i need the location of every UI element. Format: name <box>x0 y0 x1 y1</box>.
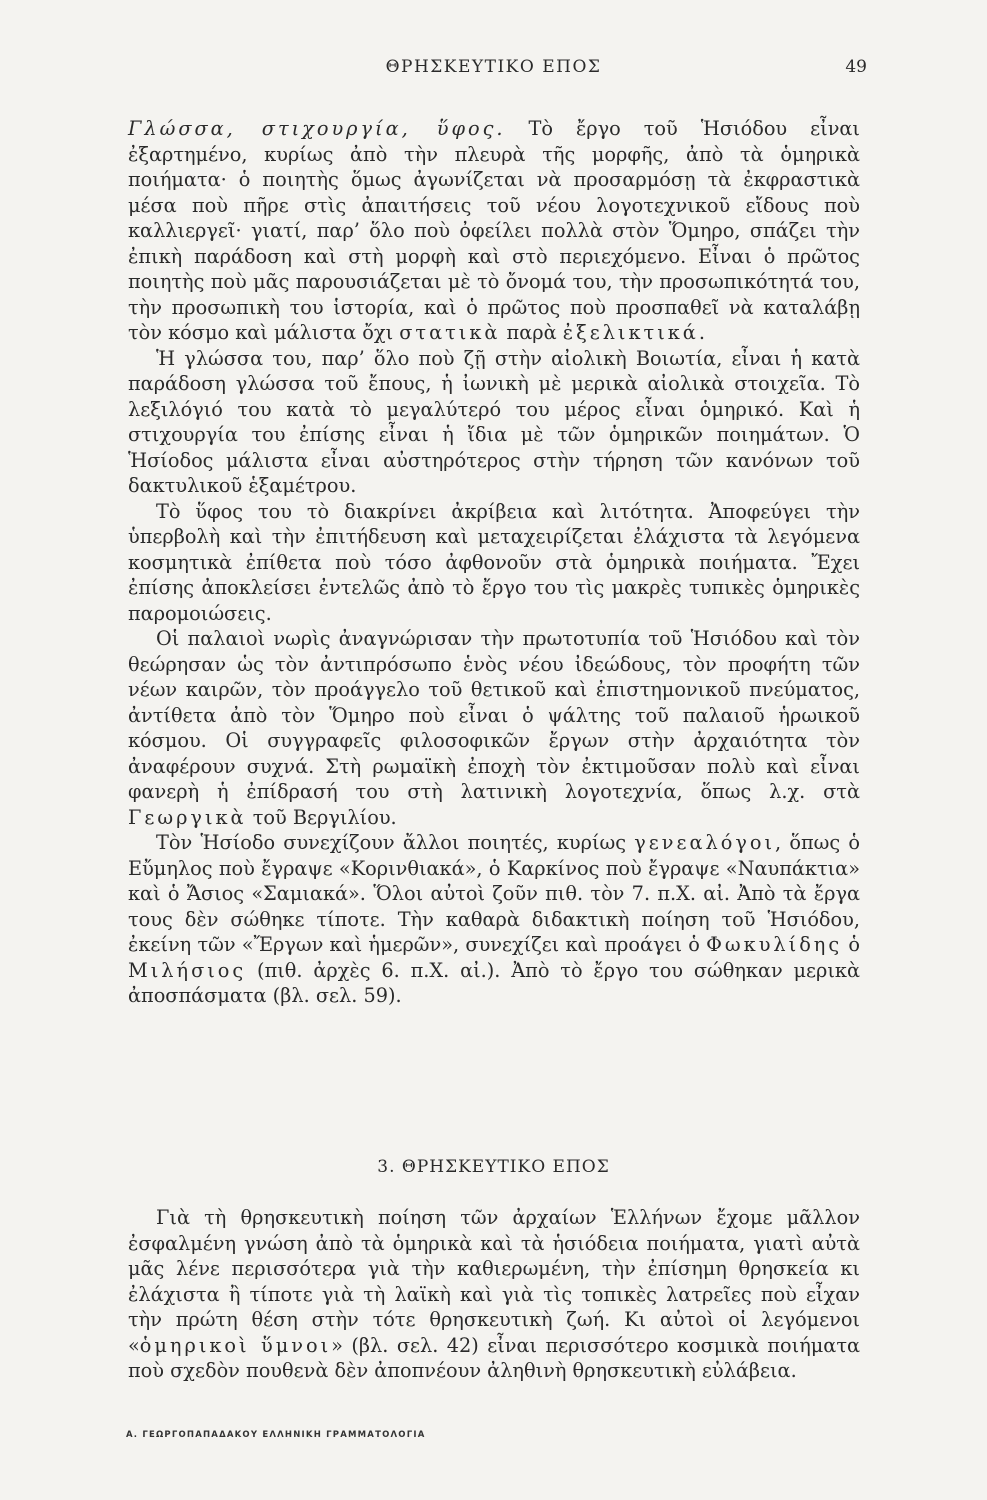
spaced-word: Γεωργικὰ <box>128 805 247 829</box>
running-head: ΘΡΗΣΚΕΥΤΙΚΟ ΕΠΟΣ <box>385 57 602 77</box>
paragraph-text: . <box>698 321 705 344</box>
paragraph-style: Τὸ ὕφος του τὸ διακρίνει ἀκρίβεια καὶ λιτότητα. Ἀποφεύγει τὴν ὑπερβολὴ καὶ τὴν ἐπιτήδευση καὶ μεταχειρίζεται ἐλάχιστα τὰ λεγόμενα κοσμητικὰ ἐπίθετα ποὺ τόσο ἀφθονοῦν στὰ ὁμηρικὰ ποιήματα. Ἔχει ἐπίσης ἀποκλείσει ἐντελῶς ἀπὸ τὸ ἔργο του τὶς μακρὲς τυπικὲς ὁμηρικὲς παρομοιώσεις. <box>128 499 860 625</box>
footer-imprint: Α. ΓΕΩΡΓΟΠΑΠΑΔΑΚΟΥ ΕΛΛΗΝΙΚΗ ΓΡΑΜΜΑΤΟΛΟΓΙΑ <box>126 1430 426 1440</box>
paragraph-text: τοῦ Βεργιλίου. <box>246 805 397 829</box>
paragraph-successors <box>128 830 860 1009</box>
paragraph-text: Οἱ παλαιοὶ νωρὶς ἀναγνώρισαν τὴν πρωτοτυπία τοῦ Ἡσιόδου καὶ τὸν θεώρησαν ὡς τὸν ἀντιπρόσωπο ἑνὸς νέου ἰδεώδους, τὸν προφήτη τῶν νέων καιρῶν, τὸν προάγγελο τοῦ θετικοῦ καὶ ἐπιστημονικοῦ πνεύματος, ἀντίθετα ἀπὸ τὸν Ὅμηρο ποὺ εἶναι ὁ ψάλτης τοῦ παλαιοῦ ἡρωικοῦ κόσμου. Οἱ συγγραφεῖς φιλοσοφικῶν ἔργων στὴν ἀρχαιότητα τὸν ἀναφέρουν συχνά. Στὴ ρωμαϊκὴ ἐποχὴ τὸν ἐκτιμοῦσαν πολὺ καὶ εἶναι φανερὴ ἡ ἐπίδρασή του στὴ λατινικὴ λογοτεχνία, ὅπως λ.χ. στὰ <box>128 627 860 803</box>
page-number: 49 <box>845 57 867 77</box>
paragraph-language: Ἡ γλώσσα του, παρ’ ὅλο ποὺ ζῇ στὴν αἰολικὴ Βοιωτία, εἶναι ἡ κατὰ παράδοση γλώσσα τοῦ ἔπους, ἡ ἰωνικὴ μὲ μερικὰ αἰολικὰ στοιχεῖα. Τὸ λεξιλόγιό του κατὰ τὸ μεγαλύτερό του μέρος εἶναι ὁμηρικό. Καὶ ἡ στιχουργία του ἐπίσης εἶναι ἡ ἴδια μὲ τῶν ὁμηρικῶν ποιημάτων. Ὁ Ἡσίοδος μάλιστα εἶναι αὐστηρότερος στὴν τήρηση τῶν κανόνων τοῦ δακτυλικοῦ ἑξαμέτρου. <box>128 346 860 497</box>
paragraph-reception <box>128 626 860 830</box>
spaced-word: ἐξελικτικά <box>562 321 699 344</box>
section-text <box>128 1205 860 1384</box>
spaced-word: στατικὰ <box>399 321 501 344</box>
paragraph-language-style <box>128 116 860 346</box>
paragraph-text: Τὸν Ἡσίοδο συνεχίζουν ἄλλοι ποιητές, κυρίως <box>156 831 635 854</box>
paragraph-text: (πιθ. ἀρχὲς 6. π.Χ. αἰ.). Ἀπὸ τὸ ἔργο του σώθηκαν μερικὰ ἀποσπάσματα (βλ. σελ. 59). <box>128 958 860 1007</box>
paragraph-text: παρὰ <box>500 321 563 344</box>
paragraph-text: » (βλ. σελ. 42) εἶναι περισσότερο κοσμικὰ ποιήματα ποὺ σχεδὸν πουθενὰ δὲν ἀποπνέουν ἀληθινὴ θρησκευτικὴ εὐλάβεια. <box>128 1333 861 1382</box>
section-heading: 3. ΘΡΗΣΚΕΥΤΙΚΟ ΕΠΟΣ <box>377 1157 610 1177</box>
paragraph-lead-heading: Γλώσσα, στιχουργία, ὕφος. <box>128 117 506 140</box>
spaced-word: Μιλήσιος <box>128 958 247 982</box>
body-text <box>128 116 860 1009</box>
paragraph-religious-poetry <box>128 1205 860 1384</box>
spaced-word: Φωκυλίδης <box>706 933 843 956</box>
paragraph-text: ὁ <box>842 933 860 956</box>
paragraph-text: Γιὰ τὴ θρησκευτικὴ ποίηση τῶν ἀρχαίων Ἑλλήνων ἔχομε μᾶλλον ἐσφαλμένη γνώση ἀπὸ τὰ ὁμηρικὰ καὶ τὰ ἡσιόδεια ποιήματα, γιατὶ αὐτὰ μᾶς λένε περισσότερα γιὰ τὴν καθιερωμένη, τὴν ἐπίσημη θρησκεία κι ἐλάχιστα ἢ τίποτε γιὰ τὴ λαϊκὴ καὶ γιὰ τὶς τοπικὲς λατρεῖες ποὺ εἶχαν τὴν πρώτη θέση στὴν τότε θρησκευτικὴ ζωή. Κι αὐτοὶ οἱ λεγόμενοι « <box>128 1206 860 1357</box>
spaced-word: γενεαλόγοι <box>634 831 776 854</box>
paragraph-text: Τὸ ἔργο τοῦ Ἡσιόδου εἶναι ἐξαρτημένο, κυρίως ἀπὸ τὴν πλευρὰ τῆς μορφῆς, ἀπὸ τὰ ὁμηρικὰ ποιήματα· ὁ ποιητὴς ὅμως ἀγωνίζεται νὰ προσαρμόσῃ τὰ ἐκφραστικὰ μέσα ποὺ πῆρε στὶς ἀπαιτήσεις τοῦ νέου λογοτεχνικοῦ εἴδους ποὺ καλλιεργεῖ· γιατί, παρ’ ὅλο ποὺ ὀφείλει πολλὰ στὸν Ὅμηρο, σπάζει τὴν ἐπικὴ παράδοση καὶ στὴ μορφὴ καὶ στὸ περιεχόμενο. Εἶναι ὁ πρῶτος ποιητὴς ποὺ μᾶς παρουσιάζεται μὲ τὸ ὄνομά του, τὴν προσωπικότητά του, τὴν προσωπικὴ του ἱστορία, καὶ ὁ πρῶτος ποὺ προσπαθεῖ νὰ καταλάβῃ τὸν κόσμο καὶ μάλιστα ὄχι <box>128 117 860 344</box>
paragraph-text: , ὅπως ὁ Εὔμηλος ποὺ ἔγραψε «Κορινθιακά», ὁ Καρκίνος ποὺ ἔγραψε «Ναυπάκτια» καὶ ὁ Ἄσιος «Σαμιακά». Ὅλοι αὐτοὶ ζοῦν πιθ. τὸν 7. π.Χ. αἰ. Ἀπὸ τὰ ἔργα τους δὲν σώθηκε τίποτε. Τὴν καθαρὰ διδακτικὴ ποίηση τοῦ Ἡσιόδου, ἐκείνη τῶν «Ἔργων καὶ ἡμερῶν», συνεχίζει καὶ προάγει ὁ <box>128 831 860 956</box>
spaced-word: ὁμηρικοὶ ὕμνοι <box>139 1333 332 1357</box>
